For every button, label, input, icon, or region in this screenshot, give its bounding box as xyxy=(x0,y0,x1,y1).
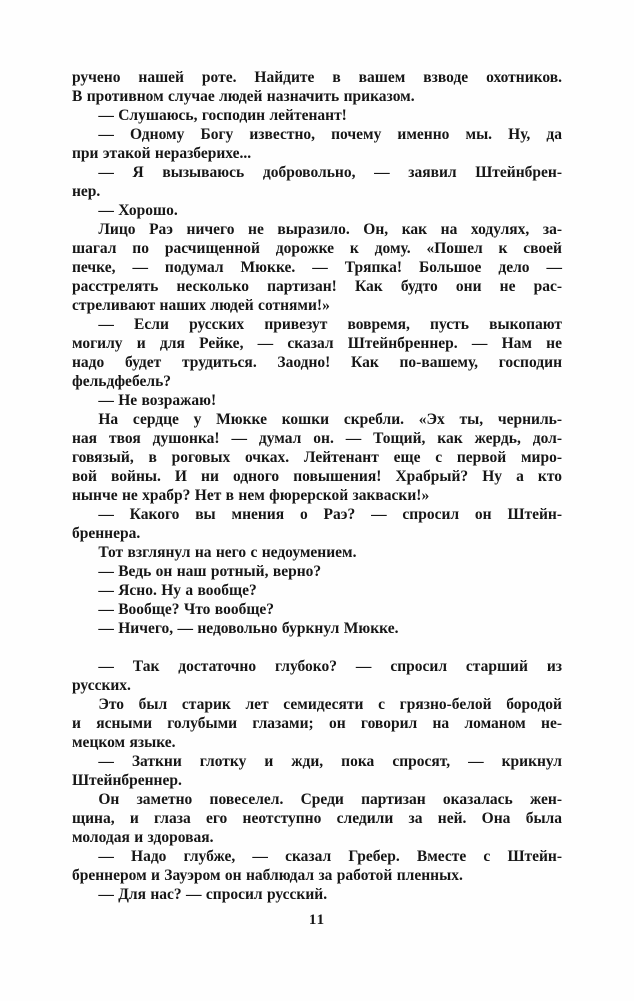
text-line: — Надо глубже, — сказал Гребер. Вместе с Штейн- xyxy=(98,848,562,865)
paragraph xyxy=(72,600,562,619)
text-line: — Хорошо. xyxy=(98,202,178,219)
text-line: надо будет трудиться. Заодно! Как по-вашему, господин xyxy=(72,354,562,371)
paragraph xyxy=(72,315,562,391)
text-line: шагал по расчищенной дорожке к дому. «Пошел к своей xyxy=(72,240,562,257)
text-line: — Я вызываюсь добровольно, — заявил Штейнбрен- xyxy=(98,164,562,181)
text-line: печке, — подумал Мюкке. — Тряпка! Большое дело — xyxy=(72,259,562,276)
paragraph xyxy=(72,391,562,410)
text-line: стреливают наших людей сотнями!» xyxy=(72,297,330,314)
paragraph xyxy=(72,581,562,600)
paragraph xyxy=(72,505,562,543)
page-text xyxy=(72,68,562,904)
text-line: — Если русских привезут вовремя, пусть выкопают xyxy=(98,316,562,333)
section-break xyxy=(72,638,562,657)
text-line: Это был старик лет семидесяти с грязно-белой бородой xyxy=(98,696,562,713)
paragraph xyxy=(72,106,562,125)
paragraph xyxy=(72,885,562,904)
text-line: вой войны. И ни одного повышения! Храбрый? Ну а кто xyxy=(72,468,562,485)
text-line: — Так достаточно глубоко? — спросил старший из xyxy=(98,658,562,675)
text-line: щина, и глаза его неотступно следили за ней. Она была xyxy=(72,810,562,827)
paragraph xyxy=(72,220,562,315)
text-line: говязый, в роговых очках. Лейтенант еще с первой миро- xyxy=(72,449,562,466)
text-line: молодая и здоровая. xyxy=(72,829,214,846)
paragraph xyxy=(72,695,562,752)
text-line: — Одному Богу известно, почему именно мы. Ну, да xyxy=(98,126,562,143)
text-line: нынче не храбр? Нет в нем фюрерской закваски!» xyxy=(72,487,430,504)
text-line: — Ведь он наш ротный, верно? xyxy=(98,563,322,580)
paragraph xyxy=(72,543,562,562)
text-line: — Ничего, — недовольно буркнул Мюкке. xyxy=(98,620,399,637)
text-line: — Ясно. Ну а вообще? xyxy=(98,582,257,599)
text-line: — Вообще? Что вообще? xyxy=(98,601,275,618)
text-line: бреннером и Зауэром он наблюдал за работой пленных. xyxy=(72,867,463,884)
paragraph xyxy=(72,619,562,638)
text-line: нер. xyxy=(72,183,101,200)
text-line: Он заметно повеселел. Среди партизан оказалась жен- xyxy=(98,791,562,808)
text-line: Тот взглянул на него с недоумением. xyxy=(98,544,357,561)
text-line: На сердце у Мюкке кошки скребли. «Эх ты, черниль- xyxy=(98,411,562,428)
text-line: ручено нашей роте. Найдите в вашем взводе охотников. xyxy=(72,69,562,86)
text-line: бреннера. xyxy=(72,525,141,542)
paragraph xyxy=(72,562,562,581)
text-line: — Для нас? — спросил русский. xyxy=(98,886,328,903)
text-line: ная твоя душонка! — думал он. — Тощий, как жердь, дол- xyxy=(72,430,562,447)
paragraph xyxy=(72,847,562,885)
paragraph xyxy=(72,752,562,790)
page-number: 11 xyxy=(308,912,326,928)
text-line: — Слушаюсь, господин лейтенант! xyxy=(98,107,347,124)
paragraph xyxy=(72,790,562,847)
paragraph xyxy=(72,68,562,106)
text-line: — Не возражаю! xyxy=(98,392,217,409)
paragraph xyxy=(72,201,562,220)
text-line: Штейнбреннер. xyxy=(72,772,182,789)
paragraph xyxy=(72,125,562,163)
text-line: — Какого вы мнения о Раэ? — спросил он Штейн- xyxy=(98,506,562,523)
text-line: могилу и для Рейке, — сказал Штейнбреннер. — Нам не xyxy=(72,335,562,352)
text-line: Лицо Раэ ничего не выразило. Он, как на ходулях, за- xyxy=(98,221,562,238)
text-line: мецком языке. xyxy=(72,734,176,751)
text-line: русских. xyxy=(72,677,131,694)
paragraph xyxy=(72,163,562,201)
text-line: при этакой неразберихе... xyxy=(72,145,252,162)
paragraph xyxy=(72,657,562,695)
text-line: — Заткни глотку и жди, пока спросят, — крикнул xyxy=(98,753,562,770)
text-line: и ясными голубыми глазами; он говорил на ломаном не- xyxy=(72,715,562,732)
paragraph xyxy=(72,410,562,505)
text-line: В противном случае людей назначить приказом. xyxy=(72,88,415,105)
text-line: расстрелять несколько партизан! Как будто они не рас- xyxy=(72,278,562,295)
text-line: фельдфебель? xyxy=(72,373,172,390)
